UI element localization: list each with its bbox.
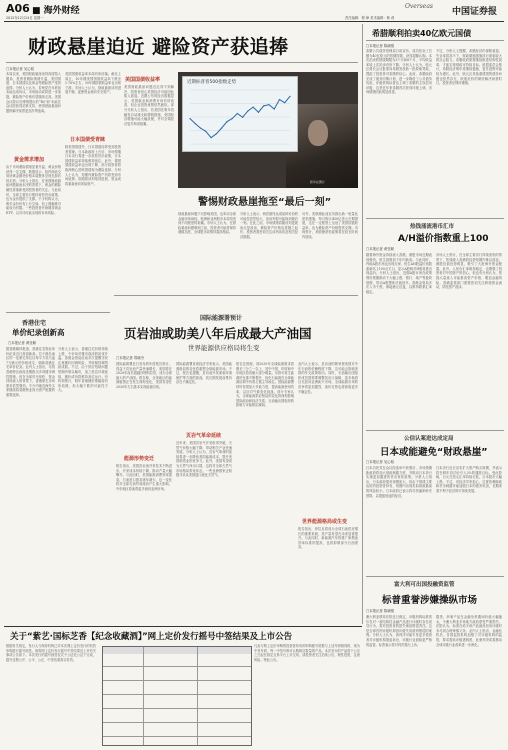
lead-col-2: 美国国债收益率本周有所回落。截至上周五，10年期美国国债收益率下跌至1.76%左右，30年期国债收益率也出现下滑。市场人士认为，财政悬崖谈判进展不顺，促使资金流向安全资产。 [65, 72, 121, 95]
lead-subhead-2: 日本国债受青睐 [70, 137, 106, 143]
sp-kicker: 富大利可出国投融资监管 [394, 582, 455, 588]
chart-point [189, 118, 190, 119]
sp-col-2: 据悉，涉案产品在金融危机期间价值大幅缩水，令澳大利亚多家地方政府蒙受严重损失。法院认为，标普在给予该产品最高信用评级时未尽到合理审慎义务。业内人士指出，金融危机后，各国监管机构加强了对评级机构的监管，要求提高评级透明度，此案判决或将推动全球评级行业改革进一步深化。 [436, 615, 502, 647]
photo-face [308, 120, 328, 146]
mid-left-kicker: 香港住宅 [22, 320, 47, 327]
japan-col-1: 日本自民党在众议院选举中获胜后，市场预期新政府将加大财政刺激力度，并推动日本央行实施更加激进的货币宽松政策。分析人士指出，日本政府债务规模庞大，但由于国债主要由国内投资者持有，短期内出现类似财政悬崖的风险较小。日本政府已表示将尽快编制补充预算，以提振低迷的经济。 [366, 466, 432, 498]
ah-byline: □本报记者 黄莹颖 [366, 247, 395, 251]
chart-point [289, 96, 290, 97]
mid-left-headline: 单价纪录创新高 [12, 328, 65, 337]
middle-col-4b: 报告指出，伊拉克将成为全球石油供应增长的重要来源，其产量有望在未来显著提升。与此同时，新能源汽车的推广和燃油效率标准的提高，也将抑制部分石油需求。 [298, 527, 358, 550]
middle-subhead-2: 页岩气革命延续 [186, 433, 222, 439]
lead-col-6: 另外，美联储此前宣布推出新一轮量化宽松措施，每月购买450亿美元长期国债，这在一定程度上压低了美国国债收益率，也为避险资产价格提供支撑。市场预计，美联储宽松政策将在较长时间内延续。 [302, 212, 358, 239]
greece-rule [366, 40, 504, 41]
chart-point [279, 99, 280, 100]
middle-col-1b: 报告指出，美国页岩油开采技术不断进步，开采成本持续下降，推动产量大幅攀升。与此同时，美国能源消费效率提高，石油进口需求逐年减少。这一变化将对全球石油贸易流向产生重大影响，中东地区原油将更多流向亚洲市场。 [116, 464, 172, 491]
chart-point [237, 113, 238, 114]
chart-point [210, 137, 211, 138]
mid-left-byline: □本报记者 黄莹颖 [8, 341, 37, 345]
lead-col-3: 美国财政悬崖问题迟迟得不到解决，投资者担心美国经济可能因此陷入衰退。近期公布的经济数据显示，美国就业和消费市场有所改善，但企业投资意愿依然疲软。部分分析人士指出，若美国在明年初触发自动减支和增税措施，美国经济增速可能大幅放缓，并对全球经济复苏构成拖累。 [124, 85, 174, 126]
lead-rule [6, 62, 358, 63]
lead-col-1b: 由于市场避险情绪显著升温，黄金价格获得一定支撑。数据显示，纽约商品交易所黄金期货价格本周整体呈现先抑后扬走势。分析人士指出，在美国财政悬崖问题悬而未决的背景下，黄金的避险属性将重新受到投资者的关注。与此同时，全球主要央行维持宽松货币政策，也为金价提供了支撑。不少机构认为，明年金价仍有上行空间，但上涨幅度可能较为有限。一些投资者开始增持黄金ETF，以对冲可能出现的市场风险。 [6, 165, 61, 215]
lead-subhead-3: 美国国债收益率 [125, 77, 161, 83]
section-en: Overseas [405, 3, 434, 10]
greece-col-1: 希腊公共债务管理局日前宣布，成功拍卖了总额为40亿欧元的短期国债，获得超额认购。本次拍卖的国债期限为3个月和6个月，平均收益率较上次拍卖有所下降。分析人士认为，欧元区财长会议批准向希腊发放新一批救助贷款，提振了投资者对希腊的信心。此前，希腊政府完成了债务回购计划，进一步降低了公共债务负担。评级机构标普也上调了希腊的主权信用评级，这是近年来希腊首次获得评级上调，市场情绪因此明显改善。 [366, 49, 432, 95]
paper-name: 中国证券报 [452, 7, 498, 17]
ah-col-2: 市场人士预计，在全球主要央行持续宽松的背景下，热钱流入香港的趋势短期内难以改变。港股估值优势明显，吸引了大批海外资金配置。此外，人民币汇率保持稳定，也增强了投资者对中国资产的信心。但也有分析认为，热钱大量流入可能推高资产价格，增加金融风险，香港监管部门需要密切关注跨境资金流动，防范资产泡沫。 [436, 253, 502, 290]
ad-col-1: 根据有关规定，发行人与保荐机构已对本次网上定价发行的有效申购进行摇号抽签。现将网上定价发行摇号中签结果及上市有关事项公告如下。本次发行的摇号抽签仪式于公证处公证下完成，摇号过程公开、公平、公正，中签结果真实有效。 [6, 644, 96, 662]
japan-kicker: 公信认案进达成定局 [404, 436, 454, 442]
mid-left-body-2: 分析人士表示，香港住宅价格持续上涨，令市场对楼市泡沫的担忧升温。香港金管局此前多次提醒市民注意楼价回调风险，并收紧按揭贷款成数。不过，由于供应短缺问题短期内难以解决，加之低息环境延续，楼价或仍将维持高位运行。有机构预计，明年香港楼价涨幅将有所放缓，但大幅下跌的可能性不大。 [58, 347, 108, 393]
chart-panel [182, 76, 298, 152]
japan-byline: □本报记者 吴心韬 [366, 460, 395, 464]
right-col-divider [362, 24, 363, 624]
mid-left-body-1: 据香港媒体报道，香港住宅物业单价纪录近日再创新高。位于港岛南区的一处豪宅单位以每平方英尺逾7万港元的价格成交，刷新香港住宅单价纪录。业内人士指出，尽管香港特区政府近期推出多项楼市调控措施，但在全球货币宽松、资金持续流入的背景下，香港豪宅市场需求依然强劲。不少内地及海外买家继续将香港物业视为资产配置的重要选择。 [6, 347, 55, 397]
ad-table-header [103, 647, 251, 654]
ah-headline: A/H溢价指数重上100 [398, 234, 489, 244]
chart-point [274, 108, 275, 109]
sp-col-1: 澳大利亚联邦法院近日裁定，评级机构标准普尔在对一款结构性金融产品进行评级时存在误导行为，需对投资者的损失承担赔偿责任。这是全球首例评级机构因评级失误被判赔偿的案例。分析人士认为，该判决可能引发更多投资者对评级机构提起诉讼，评级行业面临更严格的监管。标普表示将对判决提出上诉。 [366, 615, 432, 647]
chart-point [247, 110, 248, 111]
sp-rule-top [366, 576, 504, 577]
chart-point [221, 128, 222, 129]
mid-left-rule [6, 312, 110, 313]
japan-rule-top [366, 430, 504, 431]
middle-subhead-3: 世界能源格局或生变 [302, 519, 348, 525]
lead-headline: 财政悬崖迫近 避险资产获追捧 [28, 36, 289, 58]
chart-point [242, 117, 243, 118]
middle-subhead-1: 能源形势变迁 [124, 456, 155, 462]
lead-subhead-1: 黄金需求增加 [14, 157, 45, 163]
chart-point [253, 107, 254, 108]
ad-title: 关于“紫艺·国标芝香【纪念收藏酒】”网上定价发行摇号中签结果及上市公告 [10, 632, 293, 642]
middle-byline: □本报记者 郑晓舟 [116, 356, 145, 360]
ah-kicker: 热钱涌流港币汇市 [410, 224, 455, 230]
date-line: 2012年12月24日 星期一 [6, 16, 44, 20]
middle-col-2: 国际能源署首席经济学家表示，美国能源格局的变化将重塑全球能源市场。不过，报告也提醒，页岩油开发面临环境保护等方面的挑战，其长期发展前景仍存在不确定性。 [176, 362, 232, 385]
sp-headline: 标普重誉涉嫌操纵市场 [382, 595, 478, 606]
chart-point [195, 123, 196, 124]
greece-byline: □本报记者 陈晓刚 [366, 44, 395, 48]
sp-byline: □本报记者 陈晓刚 [366, 609, 395, 613]
chart-point [200, 128, 201, 129]
lead-col-4: 财政悬崖问题不仅影响美国，也牵动全球金融市场神经。欧洲和亚洲股市本周均受到不同程度的拖累。市场人士认为，在财政悬崖问题明朗之前，投资者可能将保持谨慎态度，全球股市或维持震荡格局。 [178, 212, 236, 235]
chart-point [258, 112, 259, 113]
chart-point [205, 131, 206, 132]
chart-svg [187, 87, 293, 147]
middle-col-1: 国际能源署近日发布的年度报告预计，得益于页岩油产量快速增长，美国将在2020年前后超越沙特阿拉伯，成为全球最大的产油国。报告称，北美地区的能源版图正在发生深刻变化，美国有望在2030年左右基本实现能源自给。 [116, 362, 172, 389]
ad-table [102, 646, 252, 746]
japan-col-2: 日本央行近日宣布扩大资产购买规模，并表示将在明年初讨论引入2%的通胀目标。受此影响，日元兑美元汇率持续走低，日本股市大幅上涨。不过，有经济学家担心，过度依赖财政和货币刺激可能加剧日本的债务负担，长期来看不利于经济的可持续发展。 [436, 466, 502, 493]
lead-photo-caption: 警惕财政悬崖拖至“最后一刻” [198, 197, 332, 208]
photo-credit: 新华社图片 [310, 180, 326, 184]
ad-col-2: 凡参与网上定价申购的投资者持有的申购配号尾数与上述号码相同的，则为中签号码，每一中签号码可认购相应数量的产品。本次发行的产品将于公告之日起在指定交易平台上市交易，请投资者关注后续公告，理性投资，注意风险。特此公告。 [254, 644, 360, 662]
middle-col-2b: 近年来，美国页岩气开发取得突破，天然气价格大幅下降，带动相关产业快速发展。分析人士认为，页岩气革命的延续将进一步降低美国能源成本，提升美国制造业的竞争力。此外，美国有望成为天然气净出口国，这将对全球天然气市场格局带来冲击。一些亚洲国家正积极寻求从美国进口液化天然气。 [176, 441, 232, 478]
middle-col-4: 业内人士表示，页岩油的繁荣使美国对中东石油的依赖程度下降，这可能会影响美国的外交政策取向。同时，石油输出国组织成员国需要调整其出口战略，更多地将目光投向亚洲新兴市场。全球能源市场的竞争将更加激烈，油价走势也将面临更多不确定性。 [298, 362, 358, 394]
lead-figure [178, 72, 358, 188]
lead-col-2b: 除美国国债外，日本国债同样受到投资者青睐。日本新政府上台后，市场预期日本央行将进一步放松货币政策，日本国债收益率持续维持低位。此外，德国国债收益率也出现下降，部分投资者将欧洲核心国家国债视为避险选择。分析人士认为，短期内避险资产仍将受到市场追捧，但随着谈判取得进展，资金或将重新流向风险资产。 [65, 145, 121, 186]
middle-kicker: 国际能源署预计 [200, 315, 243, 322]
chart-point [268, 104, 269, 105]
editor-line: 责任编辑：程 峥 美术编辑：韩 莉 [345, 16, 395, 20]
section-name: ■ 海外财经 [32, 6, 80, 16]
greece-headline: 希腊顺利拍卖40亿欧元国债 [372, 29, 472, 38]
page-number: A06 [6, 2, 30, 15]
chart-point [226, 121, 227, 122]
chart-point [263, 105, 264, 106]
lead-byline: □本报记者 吴心韬 [6, 67, 35, 71]
masthead-rule [4, 21, 504, 22]
greece-col-2: 不过，分析人士提醒，希腊经济仍深陷衰退，失业率居高不下，财政紧缩措施执行面临较大的社会阻力。希腊政府需要继续推进结构性改革，才能实现财政可持续目标。欧盟委员会预计，希腊经济明年将继续萎缩，复苏进程可能较为漫长。此外，欧元区其他重债国的债务问题也依然存在，欧债危机的彻底解决尚需时日，投资者应保持谨慎。 [436, 49, 502, 86]
middle-headline: 页岩油或助美八年后成最大产油国 [124, 326, 312, 341]
chart-title: 近期标普普500指数走势 [187, 80, 237, 85]
chart-point [216, 133, 217, 134]
japan-headline: 日本或能避免“财政悬崖” [380, 447, 488, 458]
ah-rule-top [366, 218, 504, 219]
lead-col-1: 本周以来，美国财政悬崖谈判再度陷入僵局，投资者避险情绪升温，美国国债、日本国债以及黄金等避险资产受到追捧。分析人士认为，若两党在年底前未能达成协议，市场波动或将进一步加剧，避险资产价格有望继续走高。美国众议院议长博纳提出的“B计划”未能在众议院获得足够支持，使得财政悬崖问题的解决前景更加扑朔迷离。 [6, 72, 61, 113]
lead-col-5: 分析人士表示，两党最终达成某种妥协的可能性依然较大，但谈判很可能拖到最后一刻。在此之前，市场情绪将随谈判进展而反复波动，避险资产价格也将随之起伏，投资者需密切关注谈判动向及相关经济数据。 [240, 212, 298, 239]
ah-col-1: 随着海外资金持续流入香港，港股市场近期表现强劲，恒生指数创下年内新高。与此同时，内地A股市场也出现反弹，恒生AH股溢价指数重新站上100点关口，显示A股相对H股再度出现溢价。分析人士指出，近期A股市场在政策利好预期推动下大幅上涨，银行、地产等板块领涨，带动A股整体估值回升。香港金管局多次入市干预，承接港元沽盘，以维持联系汇率稳定。 [366, 253, 432, 294]
middle-rule [114, 295, 358, 296]
chart-point [232, 118, 233, 119]
middle-col-3: 报告还预测，到2035年全球能源需求将增长三分之一以上，其中中国、印度和中东地区将贡献大部分增量。尽管可再生能源的比重不断提升，但化石能源在全球能源结构中仍将占据主导地位。国际能源署呼吁各国加大节能力度，提高能源使用效率，以应对气候变化挑战。部分专家认为，全球能源供应格局的变化将深刻影响国际政治和经济关系，石油输出国组织的影响力可能相应减弱。 [236, 362, 294, 408]
chart-point [284, 102, 285, 103]
middle-subtitle: 世界能源供应格局将生变 [188, 344, 260, 352]
ad-rule [4, 626, 362, 627]
